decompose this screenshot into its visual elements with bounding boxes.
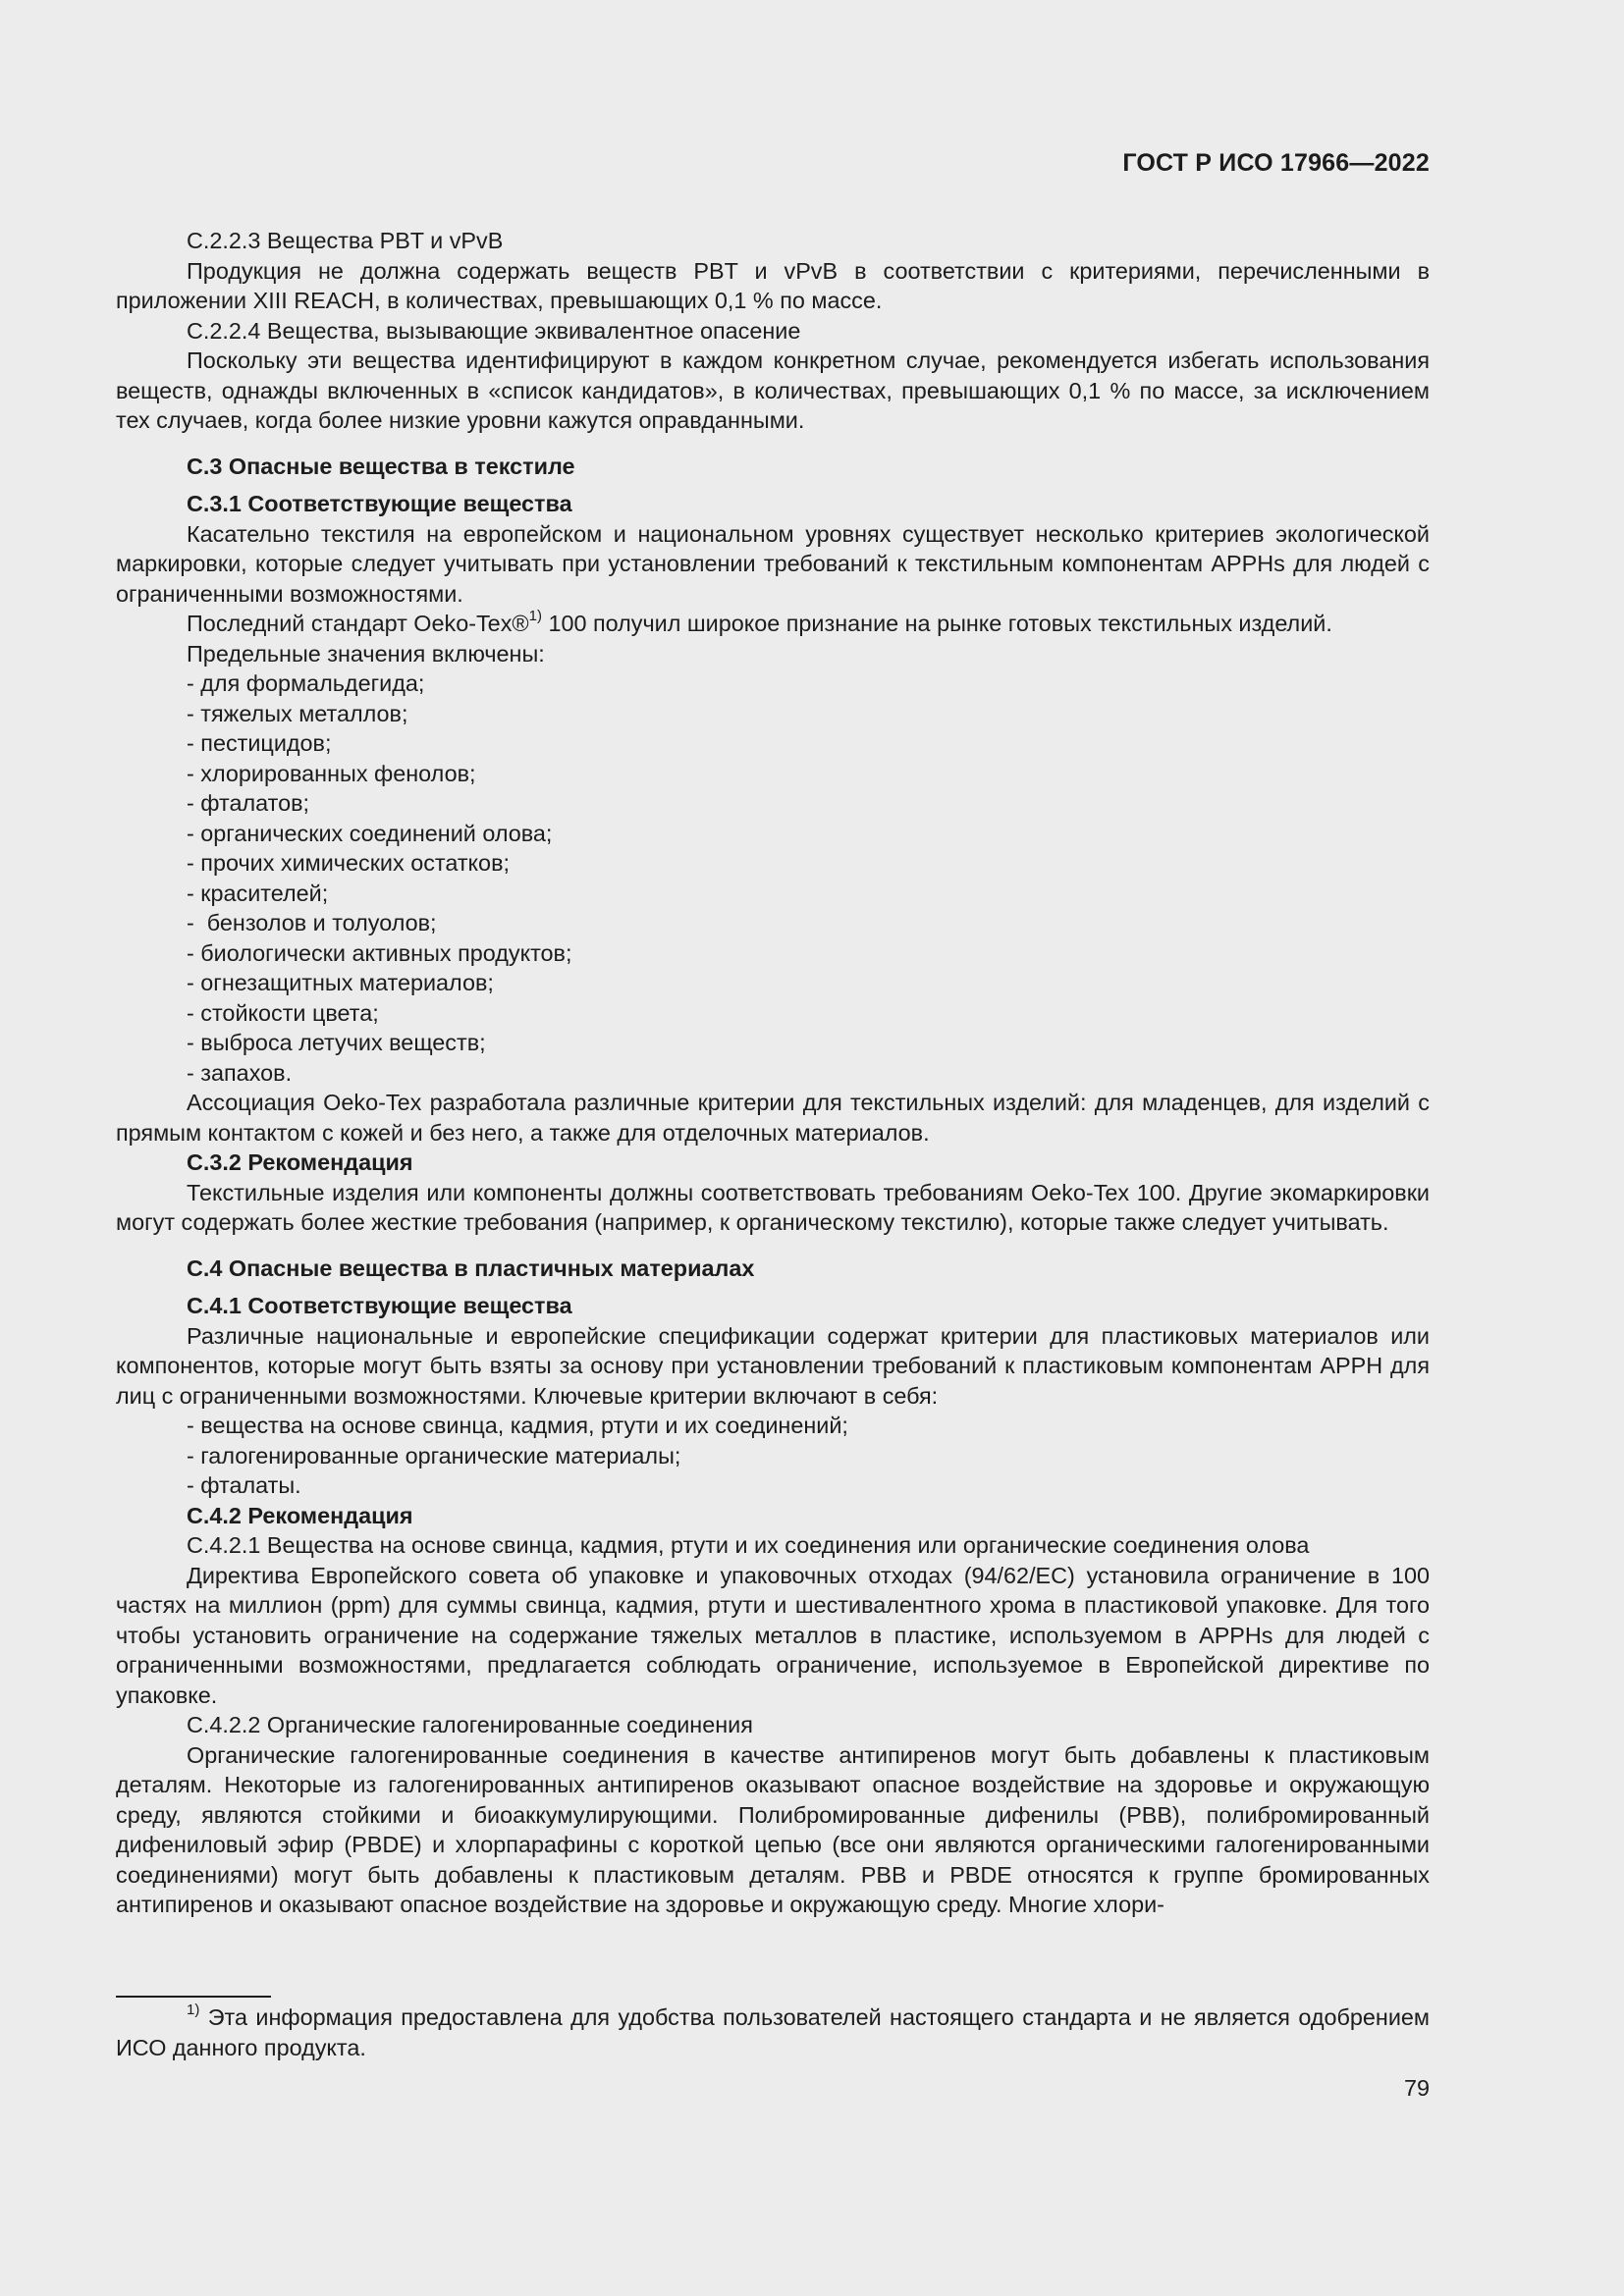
limits-list-item: - для формальдегида; bbox=[187, 670, 425, 696]
section-c31-heading: С.3.1 Соответствующие вещества bbox=[187, 491, 572, 516]
limits-list-item: - прочих химических остатков; bbox=[187, 850, 510, 876]
footnote-body: Эта информация предоставлена для удобства пользователей настоящего стандарта и не является одобрением ИСО данного продукта. bbox=[116, 2004, 1430, 2060]
page-content bbox=[116, 226, 1430, 1920]
section-c32-heading: С.3.2 Рекомендация bbox=[187, 1149, 413, 1175]
section-c32-text: Текстильные изделия или компоненты должны соответствовать требованиям Oeko-Tex 100. Другие экомаркировки могут содержать более жесткие требования (например, к органическому текстилю), которые также следует учитывать. bbox=[116, 1179, 1430, 1235]
limits-list-item: - бензолов и толуолов; bbox=[187, 910, 437, 935]
footnote-marker: 1) bbox=[187, 2002, 200, 2019]
limits-list-item: - фталатов; bbox=[187, 790, 310, 816]
oeko-tex-association-text: Ассоциация Oeko-Tex разработала различные критерии для текстильных изделий: для младенцев, для изделий с прямым контактом с кожей и без него, а также для отделочных материалов. bbox=[116, 1090, 1430, 1146]
page-number: 79 bbox=[1403, 2075, 1430, 2101]
footnote-separator bbox=[116, 1996, 271, 1998]
oeko-tex-paragraph bbox=[116, 609, 1430, 639]
limits-list-item: - выброса летучих веществ; bbox=[187, 1030, 486, 1055]
section-c421-title: С.4.2.1 Вещества на основе свинца, кадмия, ртути и их соединения или органические соединения олова bbox=[187, 1532, 1310, 1558]
limits-list-item: - пестицидов; bbox=[187, 730, 332, 756]
section-c223-title: С.2.2.3 Вещества PBT и vPvB bbox=[187, 228, 504, 253]
section-c422-title: С.4.2.2 Органические галогенированные соединения bbox=[187, 1712, 753, 1737]
limits-list-item: - стойкости цвета; bbox=[187, 999, 379, 1026]
section-c223-text: Продукция не должна содержать веществ PBT и vPvB в соответствии с критериями, перечисленными в приложении XIII REACH, в количествах, превышающих 0,1 % по массе. bbox=[116, 257, 1430, 313]
limits-list-item: - запахов. bbox=[187, 1059, 293, 1086]
section-c421-text: Директива Европейского совета об упаковке и упаковочных отходах (94/62/EC) установила ограничение в 100 частях на миллион (ppm) для суммы свинца, кадмия, ртути и шестивалентного хрома в пластиковой упаковке. Для того чтобы установить ограничение на содержание тяжелых металлов в пластике, используемом в APPHs для людей с ограниченными возможностями, предлагается соблюдать ограничение, используемое в Европейской директиве по упаковке. bbox=[116, 1562, 1430, 1708]
limits-list-item: - органических соединений олова; bbox=[187, 820, 553, 846]
section-c224-text: Поскольку эти вещества идентифицируют в каждом конкретном случае, рекомендуется избегать использования веществ, однажды включенных в «список кандидатов», в количествах, превышающих 0,1 % по массе, за исключением тех случаев, когда более низкие уровни кажутся оправданными. bbox=[116, 347, 1430, 433]
section-c41-heading: С.4.1 Соответствующие вещества bbox=[187, 1293, 572, 1318]
limits-intro: Предельные значения включены: bbox=[187, 640, 545, 667]
section-c4-heading: С.4 Опасные вещества в пластичных материалах bbox=[187, 1255, 755, 1281]
criteria-list-item: - фталаты. bbox=[187, 1472, 301, 1498]
limits-list-item: - биологически активных продуктов; bbox=[187, 939, 572, 966]
limits-list-item: - красителей; bbox=[187, 880, 329, 906]
section-c31-text: Касательно текстиля на европейском и национальном уровнях существует несколько критериев экологической маркировки, которые следует учитывать при установлении требований к текстильным компонентам APPHs для людей с ограниченными возможностями. bbox=[116, 520, 1430, 607]
limits-list-item: - огнезащитных материалов; bbox=[187, 970, 494, 995]
document-header: ГОСТ Р ИСО 17966—2022 bbox=[1122, 149, 1430, 177]
section-c3-heading: С.3 Опасные вещества в текстиле bbox=[187, 453, 575, 479]
criteria-list-item: - вещества на основе свинца, кадмия, ртути и их соединений; bbox=[187, 1413, 848, 1438]
footnote-text bbox=[116, 2002, 1430, 2062]
section-c42-heading: С.4.2 Рекомендация bbox=[187, 1502, 413, 1528]
section-c422-text: Органические галогенированные соединения в качестве антипиренов могут быть добавлены к пластиковым деталям. Некоторые из галогенированных антипиренов оказывают опасное воздействие на здоровье и окружающую среду, являются стойкими и биоаккумулирующими. Полибромированные дифенилы (PBB), полибромированный дифениловый эфир (PBDE) и хлорпарафины с короткой цепью (все они являются органическими галогенированными соединениями) могут быть добавлены к пластиковым деталям. PBB и PBDE относятся к группе бромированных антипиренов и оказывают опасное воздействие на здоровье и окружающую среду. Многие хлори- bbox=[116, 1741, 1430, 1917]
criteria-list-item: - галогенированные органические материалы; bbox=[187, 1442, 681, 1468]
section-c224-title: С.2.2.4 Вещества, вызывающие эквивалентное опасение bbox=[187, 317, 801, 344]
footnote bbox=[116, 2002, 1430, 2062]
document-page bbox=[116, 137, 1430, 2258]
oeko-tex-text-after: 100 получил широкое признание на рынке готовых текстильных изделий. bbox=[541, 611, 1332, 636]
section-c41-text: Различные национальные и европейские спецификации содержат критерии для пластиковых материалов или компонентов, которые могут быть взяты за основу при установлении требований к пластиковым компонентам APPH для лиц с ограниченными возможностями. Ключевые критерии включают в себя: bbox=[116, 1322, 1430, 1409]
oeko-tex-text-before: Последний стандарт Oeko-Tex® bbox=[187, 611, 529, 636]
limits-list-item: - тяжелых металлов; bbox=[187, 700, 408, 726]
footnote-ref: 1) bbox=[528, 608, 542, 625]
limits-list-item: - хлорированных фенолов; bbox=[187, 760, 476, 786]
